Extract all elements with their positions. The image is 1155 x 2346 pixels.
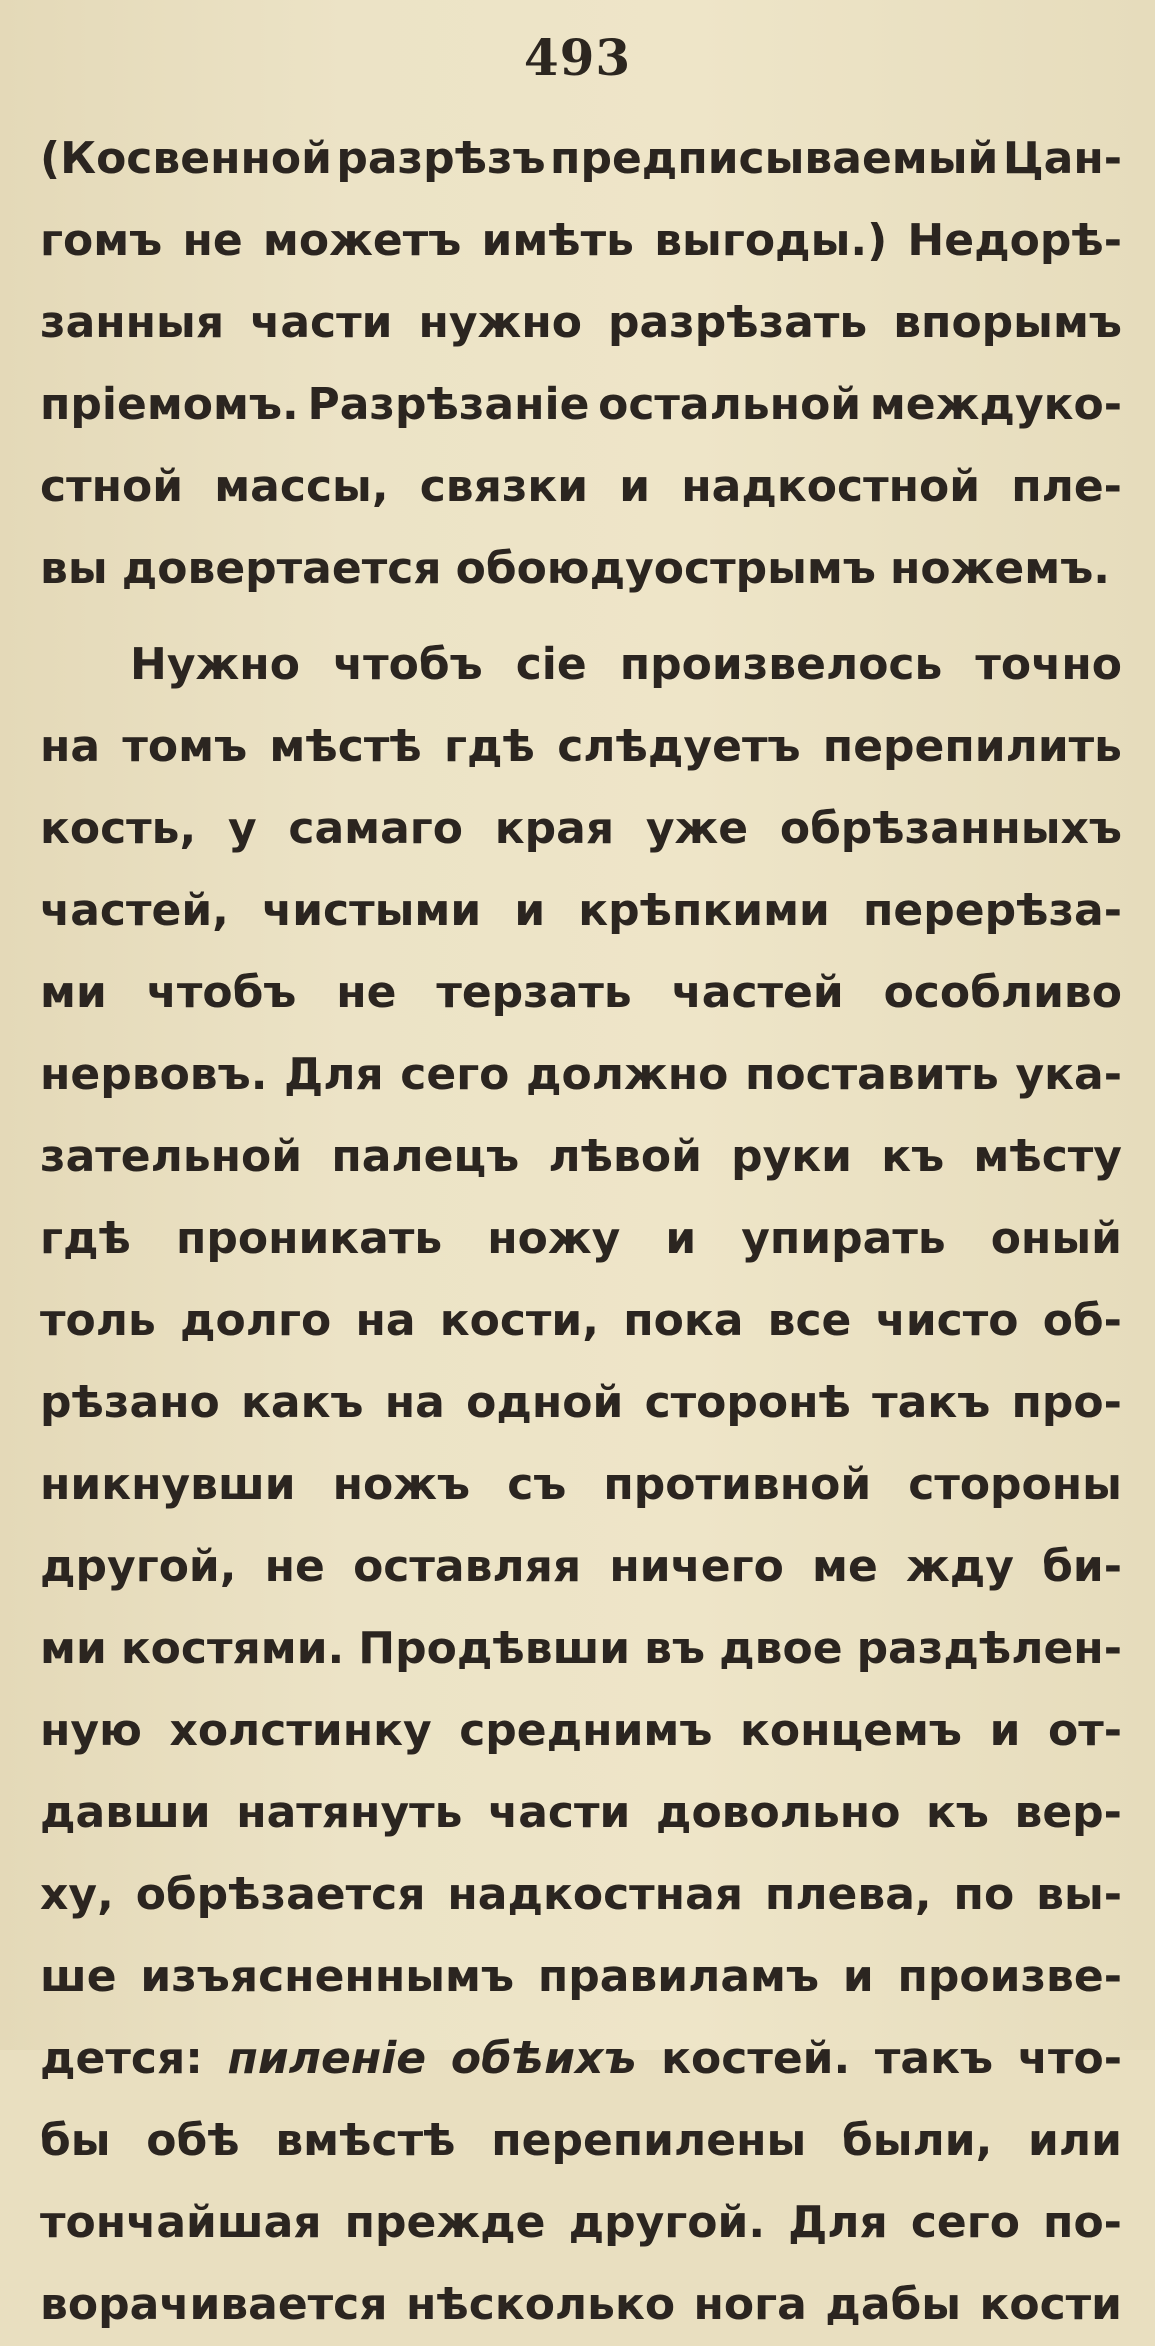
word: ху,: [40, 1869, 114, 1920]
text-line: [40, 1772, 1122, 1854]
word: ми: [40, 1623, 107, 1674]
text-line: [40, 1362, 1122, 1444]
word: сего: [400, 1049, 510, 1100]
word: какъ: [241, 1377, 364, 1428]
word: довертается: [121, 543, 442, 594]
word: части: [250, 297, 393, 348]
text-line: [40, 1280, 1122, 1362]
word: надкостная: [447, 1869, 744, 1920]
word: пріемомъ.: [40, 379, 299, 430]
word: все: [767, 1295, 852, 1346]
word: никнувши: [40, 1459, 296, 1510]
word: ми: [40, 967, 107, 1018]
word: междуко-: [869, 379, 1122, 430]
word: сторонѣ: [644, 1377, 851, 1428]
word: ную: [40, 1705, 142, 1756]
word: руки: [731, 1131, 852, 1182]
word: не: [264, 1541, 325, 1592]
text-line: [40, 1854, 1122, 1936]
word: сего: [910, 2197, 1020, 2248]
text-line: [40, 624, 1122, 706]
word: связки: [419, 461, 589, 512]
word: стной: [40, 461, 184, 512]
word: пле-: [1011, 461, 1122, 512]
word: концемъ: [740, 1705, 962, 1756]
word: Разрѣзаніе: [307, 379, 590, 430]
word: крѣпкими: [578, 885, 830, 936]
word: дется:: [40, 2033, 203, 2084]
text-line: [40, 446, 1122, 528]
word: по-: [1043, 2197, 1122, 2248]
word: такъ: [872, 1377, 991, 1428]
word: костями.: [120, 1623, 345, 1674]
word: къ: [925, 1787, 989, 1838]
word: перепилены: [491, 2115, 807, 2166]
word: пока: [623, 1295, 744, 1346]
word: чтобъ: [146, 967, 297, 1018]
word: тончайшая: [40, 2197, 322, 2248]
word: нога: [693, 2279, 807, 2330]
word: костей.: [661, 2033, 851, 2084]
word: можетъ: [262, 215, 462, 266]
word: частей,: [40, 885, 229, 936]
word: натянуть: [236, 1787, 463, 1838]
word: терзать: [436, 967, 632, 1018]
text-line: [40, 1690, 1122, 1772]
word: прежде: [344, 2197, 546, 2248]
word: толь: [40, 1295, 156, 1346]
word: обѣ: [146, 2115, 240, 2166]
word: ножъ: [332, 1459, 471, 1510]
word: зательной: [40, 1131, 303, 1182]
word: слѣдуетъ: [557, 721, 801, 772]
word: ничего: [609, 1541, 784, 1592]
text-line: [40, 870, 1122, 952]
word: ука-: [1015, 1049, 1122, 1100]
word: нѣсколько: [405, 2279, 676, 2330]
word: по: [953, 1869, 1015, 1920]
text-line: [40, 528, 1122, 610]
word: обрѣзанныхъ: [779, 803, 1122, 854]
word: на: [355, 1295, 416, 1346]
word: Продѣвши: [358, 1623, 631, 1674]
text-line: [40, 2018, 1122, 2100]
word: довольно: [655, 1787, 901, 1838]
word: чисто: [875, 1295, 1019, 1346]
word: особливо: [883, 967, 1122, 1018]
word: Для: [284, 1049, 384, 1100]
word: раздѣлен-: [856, 1623, 1122, 1674]
word: занныя: [40, 297, 225, 348]
word: ме: [812, 1541, 878, 1592]
word: что-: [1017, 2033, 1122, 2084]
word: съ: [507, 1459, 567, 1510]
word: вы-: [1036, 1869, 1122, 1920]
word: нужно: [418, 297, 582, 348]
word: не: [182, 215, 243, 266]
word: перерѣза-: [863, 885, 1122, 936]
word: на: [40, 721, 101, 772]
word: были,: [842, 2115, 993, 2166]
word: массы,: [214, 461, 389, 512]
word: кость,: [40, 803, 197, 854]
word: произвелось: [619, 639, 943, 690]
word: гдѣ: [444, 721, 535, 772]
word: долго: [180, 1295, 332, 1346]
word: чистыми: [261, 885, 482, 936]
word: другой.: [568, 2197, 766, 2248]
text-line: [40, 200, 1122, 282]
word: об-: [1042, 1295, 1122, 1346]
word: стороны: [908, 1459, 1122, 1510]
word: одной: [466, 1377, 624, 1428]
word: и: [665, 1213, 697, 1264]
word: обрѣзается: [135, 1869, 426, 1920]
word: ножемъ.: [890, 543, 1111, 594]
word: оставляя: [353, 1541, 582, 1592]
word: вмѣстѣ: [275, 2115, 456, 2166]
word: надкостной: [681, 461, 981, 512]
text-line: [40, 1034, 1122, 1116]
word: изъясненнымъ: [140, 1951, 515, 2002]
word: мѣсту: [973, 1131, 1122, 1182]
text-line: [40, 1526, 1122, 1608]
word: у: [227, 803, 257, 854]
word: должно: [525, 1049, 729, 1100]
text-line: [40, 1116, 1122, 1198]
word: палецъ: [331, 1131, 520, 1182]
word: и: [514, 885, 546, 936]
word: поставить: [744, 1049, 999, 1100]
word: разрѣзъ: [336, 133, 546, 184]
word: впорымъ: [893, 297, 1122, 348]
word: Нужно: [130, 639, 300, 690]
word: ше: [40, 1951, 117, 2002]
word: въ: [644, 1623, 706, 1674]
word: холстинку: [169, 1705, 432, 1756]
word: края: [494, 803, 615, 854]
word: предписываемый: [550, 133, 999, 184]
word: обоюдуострымъ: [455, 543, 876, 594]
text-line: [40, 2100, 1122, 2182]
word: и: [842, 1951, 874, 2002]
word: плева,: [764, 1869, 932, 1920]
word: части: [488, 1787, 631, 1838]
word: Для: [788, 2197, 888, 2248]
word: вы: [40, 543, 108, 594]
word: обѣихъ: [450, 2033, 637, 2084]
word: противной: [603, 1459, 872, 1510]
word: оный: [990, 1213, 1122, 1264]
text-body: [40, 118, 1122, 2346]
word: уже: [645, 803, 749, 854]
word: мѣстѣ: [269, 721, 422, 772]
word: выгоды.): [654, 215, 888, 266]
word: и: [989, 1705, 1021, 1756]
word: не: [336, 967, 397, 1018]
word: вер-: [1014, 1787, 1122, 1838]
word: ножу: [487, 1213, 621, 1264]
word: про-: [1011, 1377, 1122, 1428]
word: нервовъ.: [40, 1049, 268, 1100]
text-line: [40, 952, 1122, 1034]
word: къ: [881, 1131, 945, 1182]
word: лѣвой: [548, 1131, 702, 1182]
word: (Косвенной: [40, 133, 332, 184]
word: от-: [1048, 1705, 1122, 1756]
text-line: [40, 364, 1122, 446]
word: дабы: [825, 2279, 962, 2330]
word: перепилить: [822, 721, 1122, 772]
text-line: [40, 1198, 1122, 1280]
word: гдѣ: [40, 1213, 131, 1264]
word: правиламъ: [537, 1951, 820, 2002]
word: гомъ: [40, 215, 163, 266]
word: остальной: [598, 379, 862, 430]
word: ворачивается: [40, 2279, 388, 2330]
word: бы: [40, 2115, 111, 2166]
word: частей: [671, 967, 844, 1018]
word: или: [1028, 2115, 1122, 2166]
word: проникать: [175, 1213, 443, 1264]
word: такъ: [874, 2033, 994, 2084]
word: би-: [1042, 1541, 1122, 1592]
word: точно: [975, 639, 1122, 690]
text-line: [40, 2182, 1122, 2264]
word: двое: [719, 1623, 843, 1674]
word: на: [384, 1377, 445, 1428]
text-line: [40, 788, 1122, 870]
text-line: [40, 1444, 1122, 1526]
text-line: [40, 282, 1122, 364]
word: давши: [40, 1787, 211, 1838]
word: томъ: [122, 721, 248, 772]
word: кости,: [439, 1295, 599, 1346]
word: упирать: [741, 1213, 946, 1264]
word: чтобъ: [332, 639, 483, 690]
text-line: [40, 1936, 1122, 2018]
word: пиленіе: [227, 2033, 427, 2084]
word: имѣть: [481, 215, 634, 266]
word: самаго: [288, 803, 464, 854]
word: Цан-: [1002, 133, 1122, 184]
text-line: [40, 1608, 1122, 1690]
page-number: 493: [523, 28, 632, 87]
word: рѣзано: [40, 1377, 220, 1428]
text-line: [40, 706, 1122, 788]
word: другой,: [40, 1541, 237, 1592]
word: жду: [905, 1541, 1014, 1592]
word: среднимъ: [459, 1705, 713, 1756]
text-line: [40, 2264, 1122, 2346]
text-line: [40, 118, 1122, 200]
word: разрѣзать: [607, 297, 868, 348]
word: сіе: [515, 639, 587, 690]
word: и: [619, 461, 651, 512]
word: кости: [979, 2279, 1122, 2330]
word: произве-: [897, 1951, 1122, 2002]
word: Недорѣ-: [907, 215, 1122, 266]
